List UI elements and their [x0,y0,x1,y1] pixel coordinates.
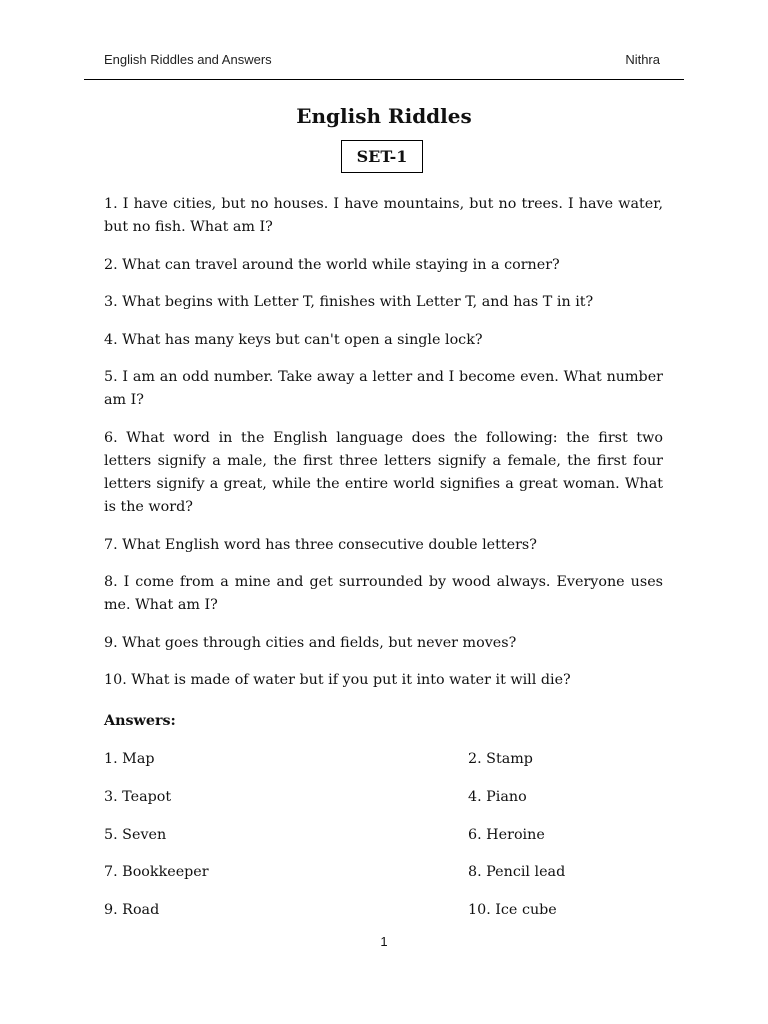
answer-item: 2. Stamp [468,751,533,767]
answer-item: 4. Piano [468,788,527,805]
riddle-item: 4. What has many keys but can't open a single lock? [104,331,483,348]
answer-item: 7. Bookkeeper [104,864,209,881]
riddle-item: 2. What can travel around the world while staying in a corner? [104,256,560,273]
riddle-item: 10. What is made of water but if you put it into water it will die? [104,672,571,689]
set-label: SET-1 [356,147,408,166]
answer-row [104,824,663,862]
running-header-publisher: Nithra [625,52,660,67]
answer-row [104,748,663,786]
answer-item: 1. Map [104,751,155,767]
set-label-box [341,140,423,173]
answer-row [104,861,663,899]
answers-heading: Answers: [104,713,176,729]
riddle-item: 6. What word in the English language does the following: the first two letters signify a male, the first three letters signify a female, the first four letters signify a great, while the entire world signifies a great woman. What is the word? [104,429,663,515]
riddle-item: 3. What begins with Letter T, finishes with Letter T, and has T in it? [104,294,594,311]
riddle-item: 9. What goes through cities and fields, but never moves? [104,634,517,651]
riddle-list [104,193,663,707]
page-title: English Riddles [296,104,472,128]
answer-row [104,899,663,937]
answer-list [104,748,663,937]
riddle-item: 8. I come from a mine and get surrounded by wood always. Everyone uses me. What am I? [104,574,663,614]
riddle-item: 5. I am an odd number. Take away a letter and I become even. What number am I? [104,369,663,409]
answer-item: 6. Heroine [468,826,545,843]
answer-item: 10. Ice cube [468,902,557,919]
answer-row [104,786,663,824]
page-number: 1 [380,934,388,949]
running-header-title: English Riddles and Answers [104,52,272,67]
answer-item: 3. Teapot [104,788,172,805]
riddle-item: 1. I have cities, but no houses. I have mountains, but no trees. I have water, but no fish. What am I? [104,196,663,235]
riddle-item: 7. What English word has three consecutive double letters? [104,536,537,553]
answer-item: 9. Road [104,902,160,919]
header-divider [84,79,684,80]
answer-item: 8. Pencil lead [468,864,566,881]
answer-item: 5. Seven [104,826,167,843]
